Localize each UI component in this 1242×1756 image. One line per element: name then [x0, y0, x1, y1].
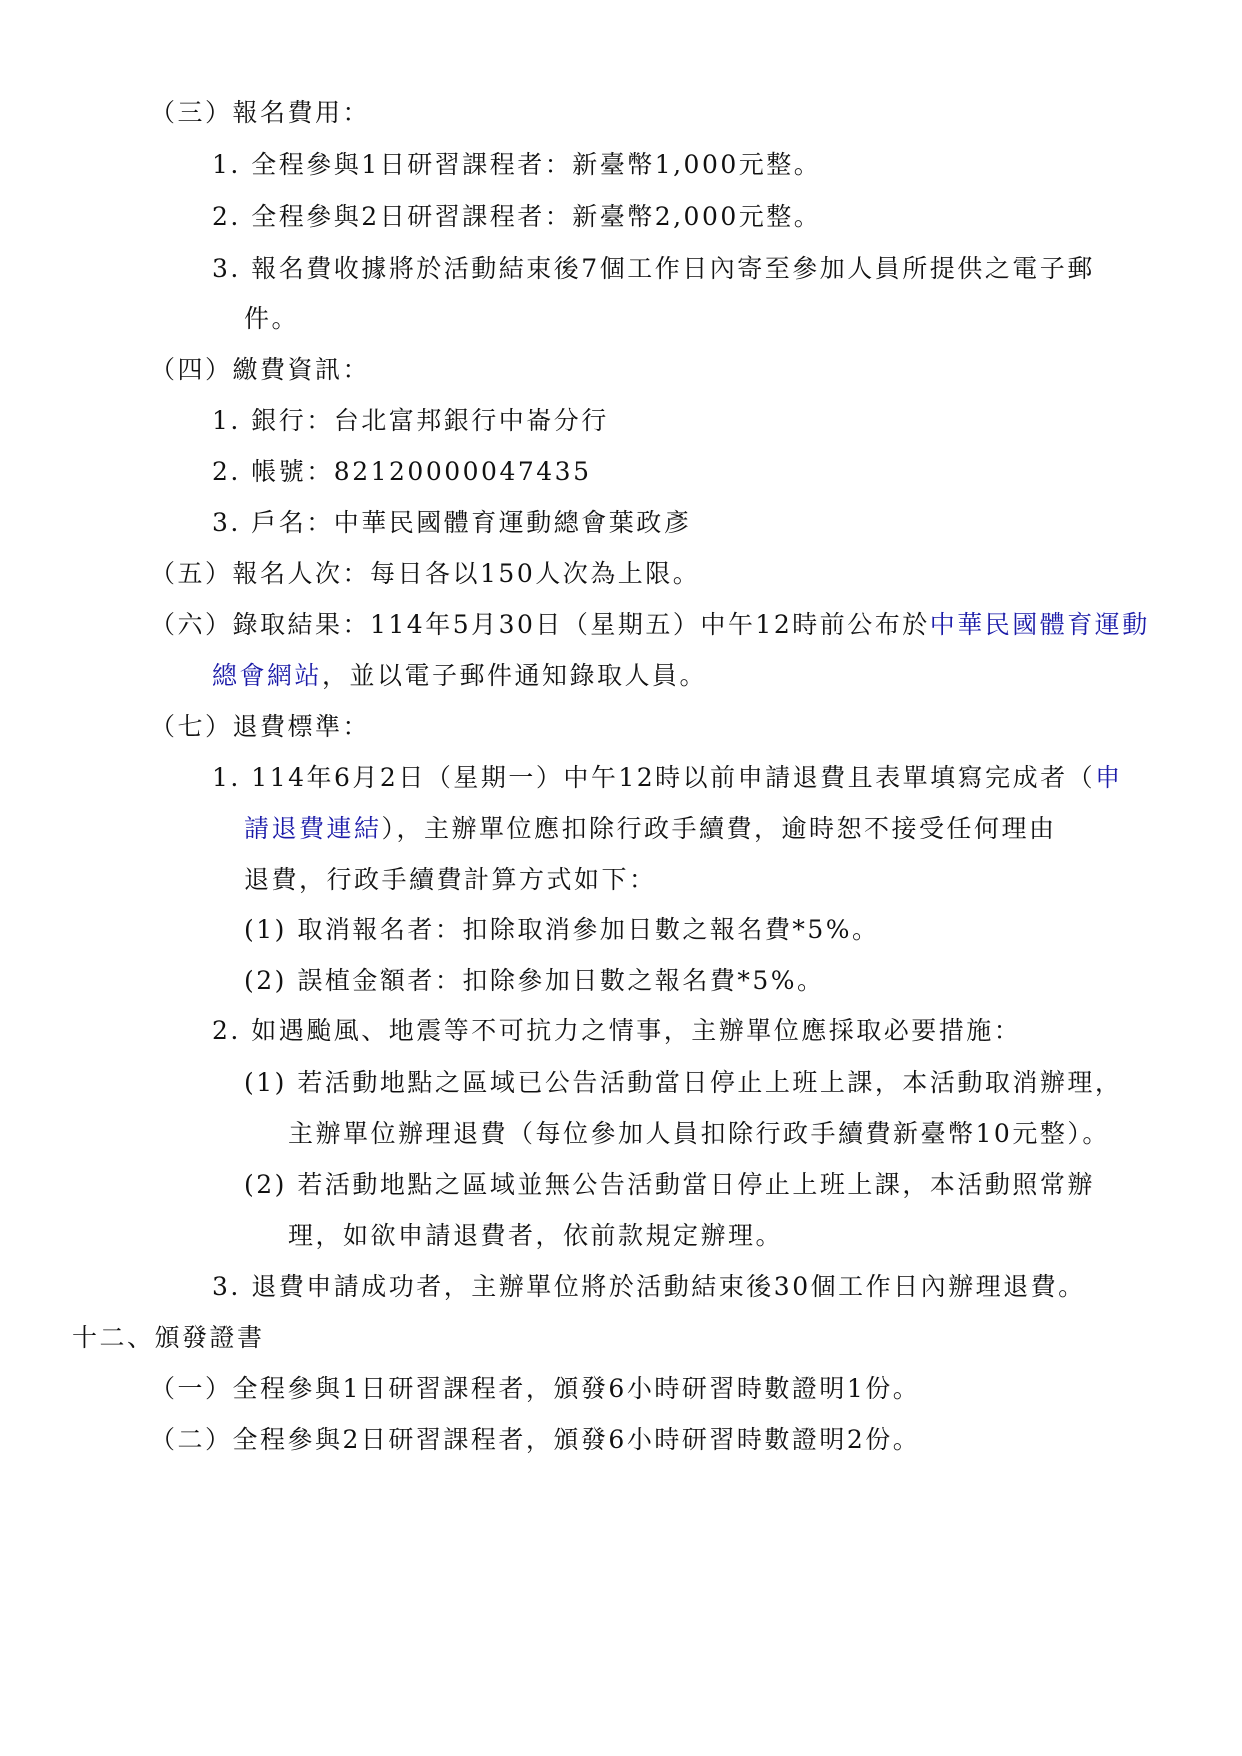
payment-account-name: 3. 戶名：中華民國體育運動總會葉政彥 — [212, 508, 692, 537]
refund-item-1-line-1 — [212, 761, 1123, 795]
fee-item-3-continuation: 件。 — [244, 304, 300, 333]
section-4-heading: （四）繳費資訊： — [150, 355, 371, 384]
fee-item-3: 3. 報名費收據將於活動結束後7個工作日內寄至參加人員所提供之電子郵 — [212, 254, 1095, 283]
section-12-heading: 十二、頒發證書 — [72, 1323, 265, 1352]
refund-link-part-2[interactable]: 請退費連結 — [244, 814, 382, 843]
refund-link-part-1[interactable]: 申 — [1095, 763, 1123, 792]
payment-account: 2. 帳號：82120000047435 — [212, 457, 592, 486]
section-6-line-1 — [150, 608, 1150, 642]
fee-item-2: 2. 全程參與2日研習課程者：新臺幣2,000元整。 — [212, 202, 822, 231]
refund-item-2-sub-2-line-1: (2) 若活動地點之區域並無公告活動當日停止上班上課，本活動照常辦 — [244, 1170, 1095, 1199]
section-7-heading: （七）退費標準： — [150, 712, 371, 741]
refund-item-1-sub-1: (1) 取消報名者：扣除取消參加日數之報名費*5%。 — [244, 915, 880, 944]
refund-item-1-prefix: 1. 114年6月2日（星期一）中午12時以前申請退費且表單填寫完成者（ — [212, 763, 1096, 792]
certificate-item-1: （一）全程參與1日研習課程者，頒發6小時研習時數證明1份。 — [150, 1374, 921, 1403]
federation-website-link-part-2[interactable]: 總會網站 — [212, 661, 323, 690]
section-5-text: （五）報名人次：每日各以150人次為上限。 — [150, 559, 701, 588]
refund-item-2-sub-1-line-2: 主辦單位辦理退費（每位參加人員扣除行政手續費新臺幣10元整）。 — [288, 1119, 1110, 1148]
section-6-line-2 — [212, 659, 707, 693]
section-6-prefix: （六）錄取結果：114年5月30日（星期五）中午12時前公布於 — [150, 610, 930, 639]
certificate-item-2: （二）全程參與2日研習課程者，頒發6小時研習時數證明2份。 — [150, 1425, 921, 1454]
payment-bank: 1. 銀行：台北富邦銀行中崙分行 — [212, 406, 609, 435]
refund-item-1-sub-2: (2) 誤植金額者：扣除參加日數之報名費*5%。 — [244, 966, 825, 995]
refund-item-3: 3. 退費申請成功者，主辦單位將於活動結束後30個工作日內辦理退費。 — [212, 1272, 1086, 1301]
refund-item-1-line-3: 退費，行政手續費計算方式如下： — [244, 865, 657, 894]
refund-item-2: 2. 如遇颱風、地震等不可抗力之情事，主辦單位應採取必要措施： — [212, 1016, 1022, 1045]
federation-website-link-part-1[interactable]: 中華民國體育運動 — [929, 610, 1150, 639]
refund-item-2-sub-2-line-2: 理，如欲申請退費者，依前款規定辦理。 — [288, 1221, 784, 1250]
section-3-heading: （三）報名費用： — [150, 98, 371, 127]
section-6-suffix: ，並以電子郵件通知錄取人員。 — [322, 661, 708, 690]
refund-item-1-suffix: ），主辦單位應扣除行政手續費，逾時恕不接受任何理由 — [381, 814, 1057, 843]
refund-item-2-sub-1-line-1: (1) 若活動地點之區域已公告活動當日停止上班上課，本活動取消辦理， — [244, 1068, 1123, 1097]
refund-item-1-line-2 — [244, 812, 1057, 846]
fee-item-1: 1. 全程參與1日研習課程者：新臺幣1,000元整。 — [212, 150, 822, 179]
